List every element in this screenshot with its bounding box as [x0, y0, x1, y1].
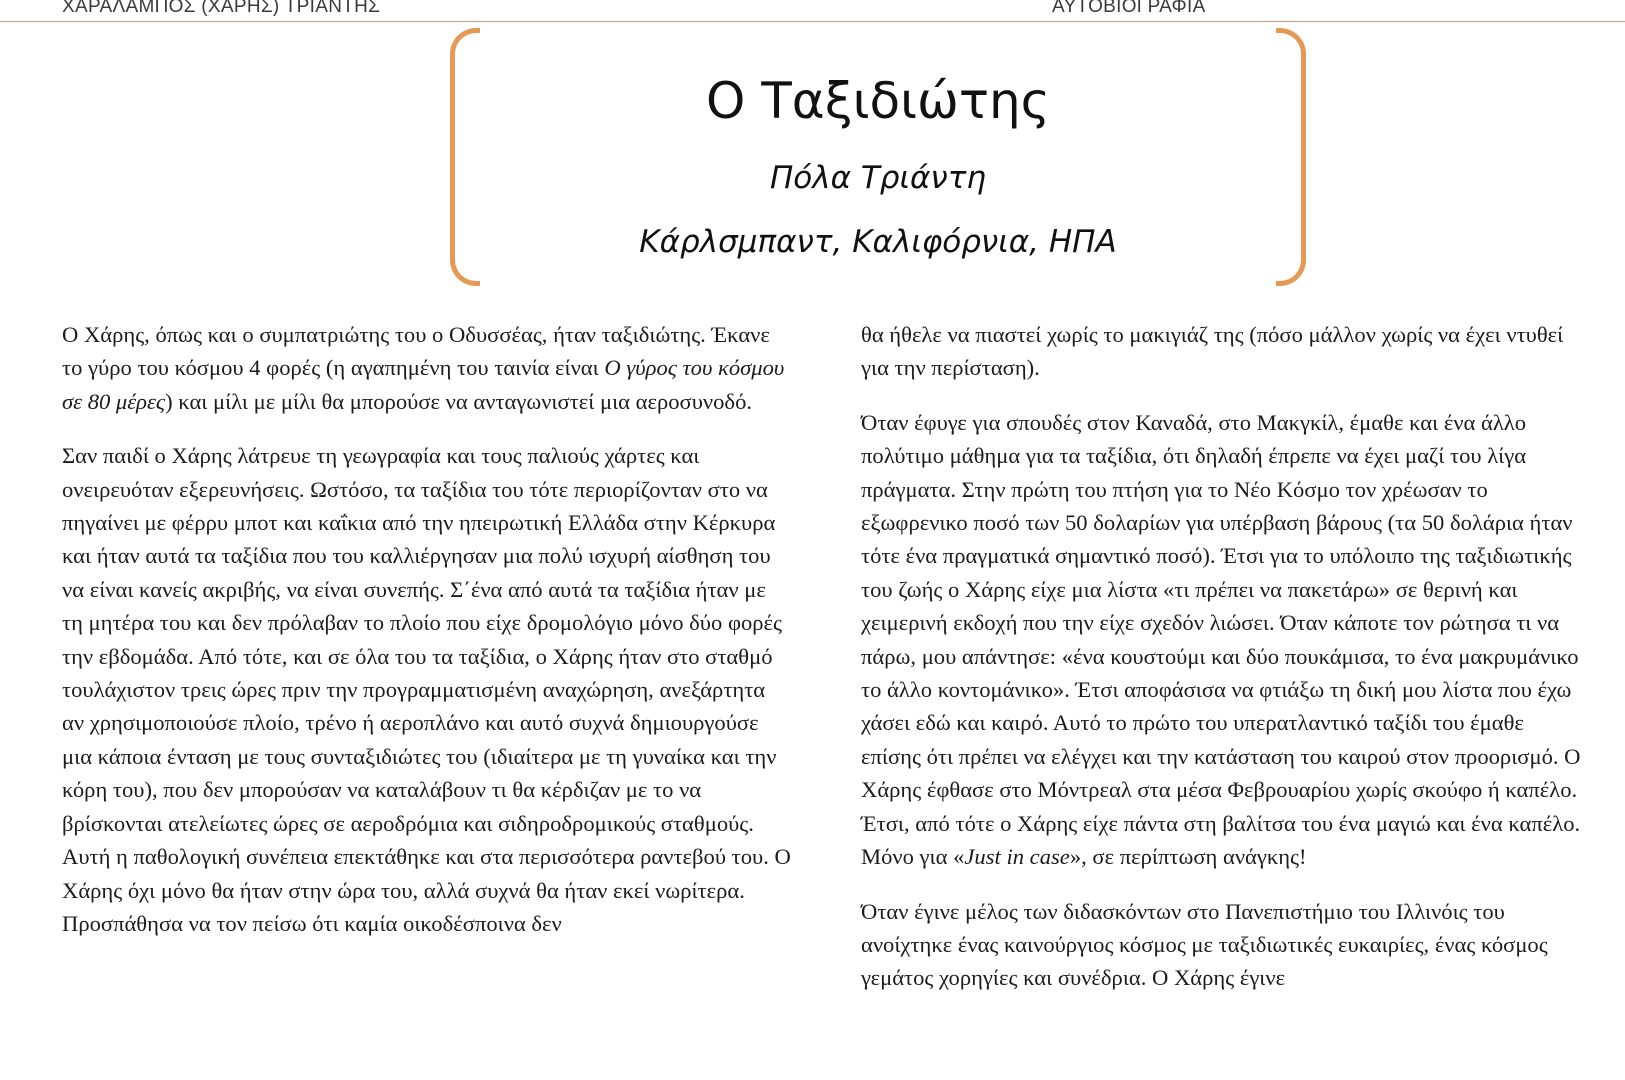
paragraph-text: Όταν έφυγε για σπουδές στον Καναδά, στο Μακγκίλ, έμαθε και ένα άλλο πολύτιμο μάθημα για τα ταξίδια, ότι δηλαδή έπρεπε να έχει μαζί του λίγα πράγματα. Στην πρώτη του πτήση για το Νέο Κόσμο τον χρέωσαν το εξωφρενικο ποσό των 50 δολαρίων για υπέρβαση βάρους (τα 50 δολάρια ήταν τότε ένα πραγματικά σημαντικό ποσό). Έτσι για το υπόλοιπο της ταξιδιωτικής του ζωής ο Χάρης είχε μια λίστα «τι πρέπει να πακετάρω» σε θερινή και χειμερινή εκδοχή που την είχε σχεδόν λιώσει. Όταν κάποτε τον ρώτησα τι να πάρω, μου απάντησε: «ένα κουστούμι και δύο πουκάμισα, το ένα μακρυμάνικο το άλλο κοντομάνικο». Έτσι αποφάσισα να φτιάξω τη δική μου λίστα που έχω χάσει εδώ και καιρό. Αυτό το πρώτο του υπερατλαντικό ταξίδι του έμαθε επίσης ότι πρέπει να ελέγχει και την κατάσταση του καιρού στον προορισμό. Ο Χάρης έφθασε στο Μόντρεαλ στα μέσα Φεβρουαρίου χωρίς σκούφο ή καπέλο. Έτσι, από τότε ο Χάρης είχε πάντα στη βαλίτσα του ένα μαγιώ και ένα καπέλο. Μόνο για « — [861, 409, 1581, 870]
left-text-column — [62, 318, 792, 961]
paragraph: θα ήθελε να πιαστεί χωρίς το μακιγιάζ της (πόσο μάλλον χωρίς να έχει ντυθεί για την περίσταση). — [861, 322, 1564, 381]
running-header — [0, 0, 1625, 22]
article-author: Πόλα Τριάντη — [769, 160, 987, 196]
paragraph-text: », σε περίπτωση ανάγκης! — [1069, 844, 1307, 870]
emphasized-phrase: Just in case — [964, 844, 1070, 870]
paragraph: Σαν παιδί ο Χάρης λάτρευε τη γεωγραφία και τους παλιούς χάρτες και ονειρευόταν εξερευνήσεις. Ωστόσο, τα ταξίδια του τότε περιορίζονταν στο να πηγαίνει με φέρρυ μποτ και καΐκια από την ηπειρωτική Ελλάδα στην Κέρκυρα και ήταν αυτά τα ταξίδια που του καλλιέργησαν μια πολύ ισχυρή αίσθηση του να είναι κανείς ακριβής, να είναι συνεπής. Σ΄ένα από αυτά τα ταξίδια ήταν με τη μητέρα του και δεν πρόλαβαν το πλοίο που είχε δρομολόγιο μόνο δύο φορές την εβδομάδα. Από τότε, και σε όλα του τα ταξίδια, ο Χάρης ήταν στο σταθμό τουλάχιστον τρεις ώρες πριν την προγραμματισμένη αναχώρηση, ανεξάρτητα αν χρησιμοποιούσε πλοίο, τρένο ή αεροπλάνο και αυτό συχνά δημιουργούσε μια κάποια ένταση με τους συνταξιδιώτες του (ιδιαίτερα με τη γυναίκα και την κόρη του), που δεν μπορούσαν να καταλάβουν τι θα κέρδιζαν με το να βρίσκονται ατελείωτες ώρες σε αεροδρόμια και σιδηροδρομικούς σταθμούς. Αυτή η παθολογική συνέπεια επεκτάθηκε και στα περισσότερα ραντεβού του. Ο Χάρης όχι μόνο θα ήταν στην ώρα του, αλλά συχνά θα ήταν εκεί νωρίτερα. Προσπάθησα να τον πείσω ότι καμία οικοδέσποινα δεν — [62, 443, 791, 936]
header-author-name: ΧΑΡΑΛΑΜΠΟΣ (ΧΑΡΗΣ) ΤΡΙΑΝΤΗΣ — [62, 0, 381, 17]
header-section-title: ΑΥΤΟΒΙΟΓΡΑΦΙΑ — [1052, 0, 1206, 17]
right-text-column — [861, 318, 1581, 1016]
paragraph-text: ) και μίλι με μίλι θα μπορούσε να ανταγωνιστεί μια αεροσυνοδό. — [165, 388, 753, 414]
film-title: Ο γύρος του κόσμου σε 80 μέρες — [62, 355, 785, 414]
paragraph — [62, 318, 792, 418]
title-block — [450, 28, 1306, 286]
paragraph-text: Ο Χάρης, όπως και ο συμπατριώτης του ο Οδυσσέας, ήταν ταξιδιώτης. Έκανε το γύρο του κόσμου 4 φορές (η αγαπημένη του ταινία είναι — [62, 322, 770, 381]
article-title: Ο Ταξιδιώτης — [705, 72, 1051, 130]
article-location: Κάρλσμπαντ, Καλιφόρνια, ΗΠΑ — [639, 224, 1117, 260]
paragraph: Όταν έγινε μέλος των διδασκόντων στο Πανεπιστήμιο του Ιλλινόις του ανοίχτηκε ένας καινούργιος κόσμος με ταξιδιωτικές ευκαιρίες, ένας κόσμος γεμάτος χορηγίες και συνέδρια. Ο Χάρης έγινε — [861, 898, 1548, 991]
paragraph — [861, 406, 1581, 874]
